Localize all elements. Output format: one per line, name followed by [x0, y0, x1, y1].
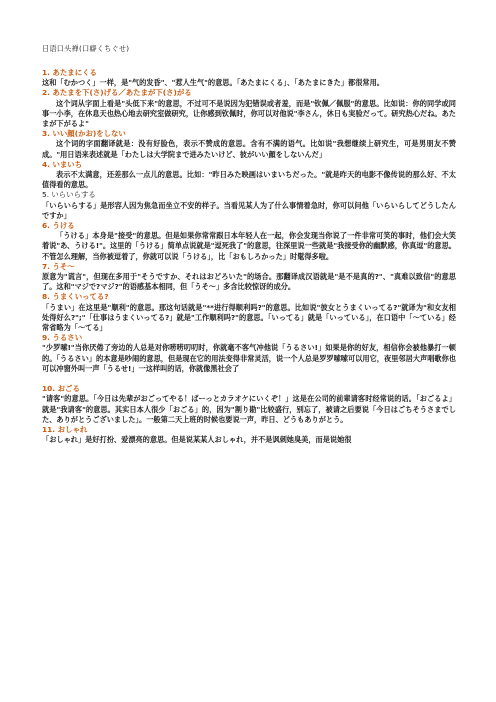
section-heading: 10. おごる [42, 384, 80, 394]
section-gap [42, 374, 456, 384]
section-1 [42, 68, 456, 88]
section-heading: 3. いい顔(かお)をしない [42, 129, 126, 139]
section-3 [42, 129, 456, 160]
section-heading: 4. いまいち [42, 159, 83, 169]
section-heading: 2. あたまを下(さ)げる／あたまが下(さ)がる [42, 88, 192, 98]
section-4 [42, 160, 456, 191]
section-5 [42, 190, 456, 221]
section-heading: 8. うまくいってる? [42, 292, 109, 302]
section-body: 「おしゃれ」是好打扮、爱漂亮的意思。但是说某某人おしゃれ，并不是讽刺她臭美，而是说她很 [42, 435, 352, 445]
section-heading: 6. うける [42, 221, 75, 231]
section-body: 这个词从字面上看是"头低下来"的意思，不过可不是说因为犯错误或者羞，而是"钦佩／佩服"的意思。比如说：你的同学或同事一小李，在休息天也热心地去研究室做研究，让你感到钦佩时，你可以对他说"李さん，休日も実验だって。研究热心だね。あたまが下がるよ" [42, 98, 456, 129]
section-body: 这和「むかつく」一样，是"气的发昏"、"惹人生气"的意思。「あたまにくる」、「あたまにきた」都很常用。 [42, 78, 384, 88]
section-body: 「いらいらする」是形容人因为焦急而坐立不安的样子。当看见某人为了什么事情着急时，你可以问他「いらいらしてどうしたんですか」 [42, 200, 456, 220]
section-11 [42, 425, 456, 445]
section-heading: 1. あたまにくる [42, 68, 97, 77]
section-body: 「うまい」在这里是"顺利"的意思。那这句话就是"**进行得顺利吗?"的意思。比如说"彼女とうまくいってる?"就译为"和女友相处得好么?";"「仕事はうまくいってる?」就是"工作顺利吗?"的意思。「いってる」就是「いっている」，在口语中「～ている」经常省略为「～てる」 [42, 302, 456, 333]
section-8 [42, 292, 456, 333]
document-title: 日语口头禅(口癖くちぐせ) [42, 44, 130, 53]
section-body: "请客"的意思。「今日は先辈がおごってやる！ぱーっとカラオケにいくぞ！」这是在公司的前辈请客时经常说的话。「おごるよ」就是"我请客"的意思。其实日本人很少「おごる」的，因为"割り勘"比较盛行，别忘了，被请之后要说「今日はごちそうさまでした、ありがとうございました」。一般第二天上班的时候也要说一声，昨日、どうもありがとう。 [42, 394, 456, 424]
section-10 [42, 384, 456, 425]
section-heading: 5. いらいらする [42, 190, 96, 200]
section-body: 「うける」本身是"接受"的意思。但是如果你常常跟日本年轻人在一起，你会发现当你说了一件非常可笑的事时，他们会大笑着说"あ、うける!"。这里的「うける」简单点说就是"逗死我了"的意思，往深里说一些就是"我接受你的幽默感，你真逗"的意思。不管怎么理解，当你被逗着了，你就可以说「うける」，比「おもしろかった」时髦得多啦。 [42, 231, 456, 261]
section-body: 原意为"谎言"，但现在多用于"そうですか、それはおどろいた"的场合。那翻译成汉语就是"是不是真的?"、"真难以致信"的意思了。这和"マジで?マジ?"的语感基本相同，但「うそ～」多含比较惊讶的成分。 [42, 272, 456, 292]
section-9 [42, 333, 456, 374]
section-heading: 7. うそ～ [42, 261, 75, 271]
section-7 [42, 262, 456, 293]
section-2 [42, 88, 456, 129]
section-body: "少罗嗦!"当你厌倦了旁边的人总是对你唠唠叨叨时，你就毫不客气冲他说「うるさい!」如果是你的好友，相信你会被他暴打一顿的。「うるさい」的本意是吵闹的意思，但是现在它的用法变得非常灵活，说一个人总是罗罗嗦嗦可以用它，夜里邻居大声唱歌你也可以冲窗外叫一声「うるせ!」一这样叫的话，你就像黑社会了 [42, 343, 456, 373]
section-heading: 11. おしゃれ [42, 424, 88, 434]
section-6 [42, 221, 456, 262]
document-body [42, 68, 456, 445]
section-heading: 9. うるさい [42, 333, 83, 343]
section-body: 表示不太满意，还差那么一点儿的意思。比如："昨日みた映画はいまいちだった。"就是昨天的电影不像传说的那么好、不太值得看的意思。 [42, 170, 456, 190]
section-body: 这个词的字面翻译就是：没有好脸色，表示不赞成的意思。含有不满的语气。比如说"我想继续上研究生，可是男朋友不赞成。"用日语来表述就是「わたしは大学院まで进みたいけど、彼がいい顔をしないんだ」 [42, 139, 456, 159]
